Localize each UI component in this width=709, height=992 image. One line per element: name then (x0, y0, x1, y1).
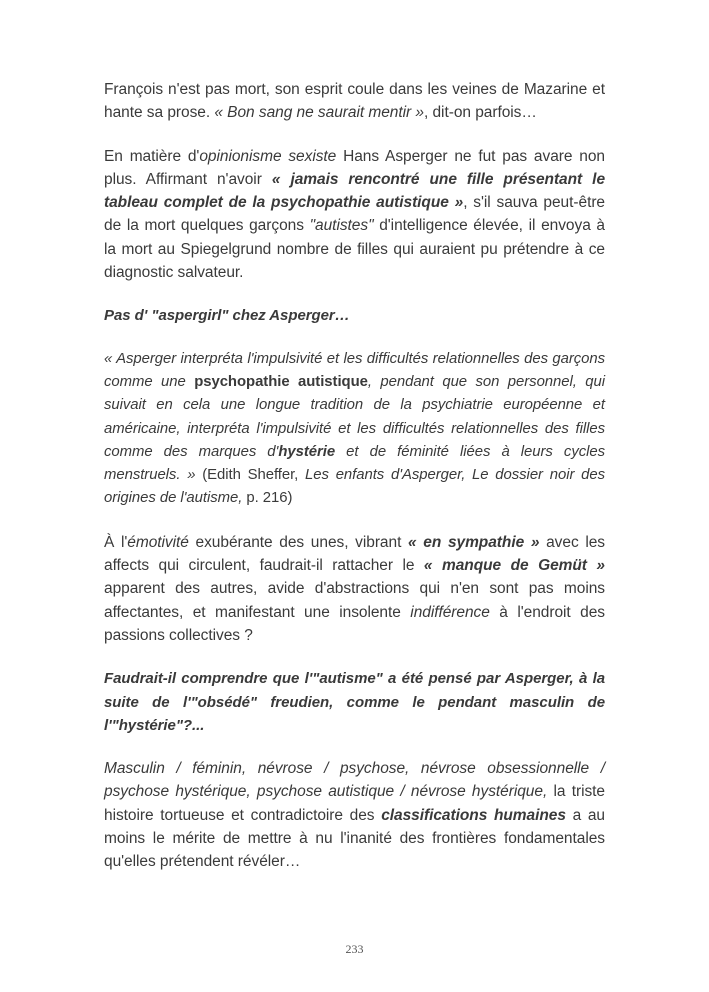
paragraph-1: François n'est pas mort, son esprit coule dans les veines de Mazarine et hante sa prose. « Bon sang ne saurait mentir », dit-on parfois… (104, 81, 605, 122)
paragraph-5: À l'émotivité exubérante des unes, vibrant « en sympathie » avec les affects qui circulent, faudrait-il rattacher le « manque de Gemüt » apparent des autres, avide d'abstractions qui n'en sont pas moins affectantes, et manifestant une insolente indifférence à l'endroit des passions collectives ? (104, 533, 605, 644)
page-number: 233 (345, 942, 364, 956)
section-heading: Pas d' "aspergirl" chez Asperger… (104, 307, 350, 325)
quote-paragraph: « Asperger interpréta l'impulsivité et les difficultés relationnelles des garçons comme une psychopathie autistique, pendant que son personnel, qui suivait en cela une longue tradition de la psychiatrie européenne et américaine, interpréta l'impulsivité et les difficultés relationnelles des filles comme des marques d'hystérie et de féminité liées à leurs cycles menstruels. » (Edith Sheffer, Les enfants d'Asperger, Le dossier noir des origines de l'autisme, p. 216) (104, 350, 606, 507)
page-body (104, 78, 605, 894)
paragraph-7: Masculin / féminin, névrose / psychose, névrose obsessionnelle / psychose hystérique, psychose autistique / névrose hystérique, la triste histoire tortueuse et contradictoire des classifications humaines a au moins le mérite de mettre à nu l'inanité des frontières fondamentales qu'elles prétendent révéler… (104, 760, 605, 871)
paragraph-2: En matière d'opinionisme sexiste Hans Asperger ne fut pas avare non plus. Affirmant n'avoir « jamais rencontré une fille présentant le tableau complet de la psychopathie autistique », s'il sauva peut-être de la mort quelques garçons "autistes" d'intelligence élevée, il envoya à la mort au Spiegelgrund nombre de filles qui auraient pu prétendre à ce diagnostic salvateur. (104, 147, 606, 282)
question-paragraph: Faudrait-il comprendre que l'"autisme" a été pensé par Asperger, à la suite de l'"obsédé" freudien, comme le pendant masculin de l'"hystérie"?... (104, 670, 605, 734)
